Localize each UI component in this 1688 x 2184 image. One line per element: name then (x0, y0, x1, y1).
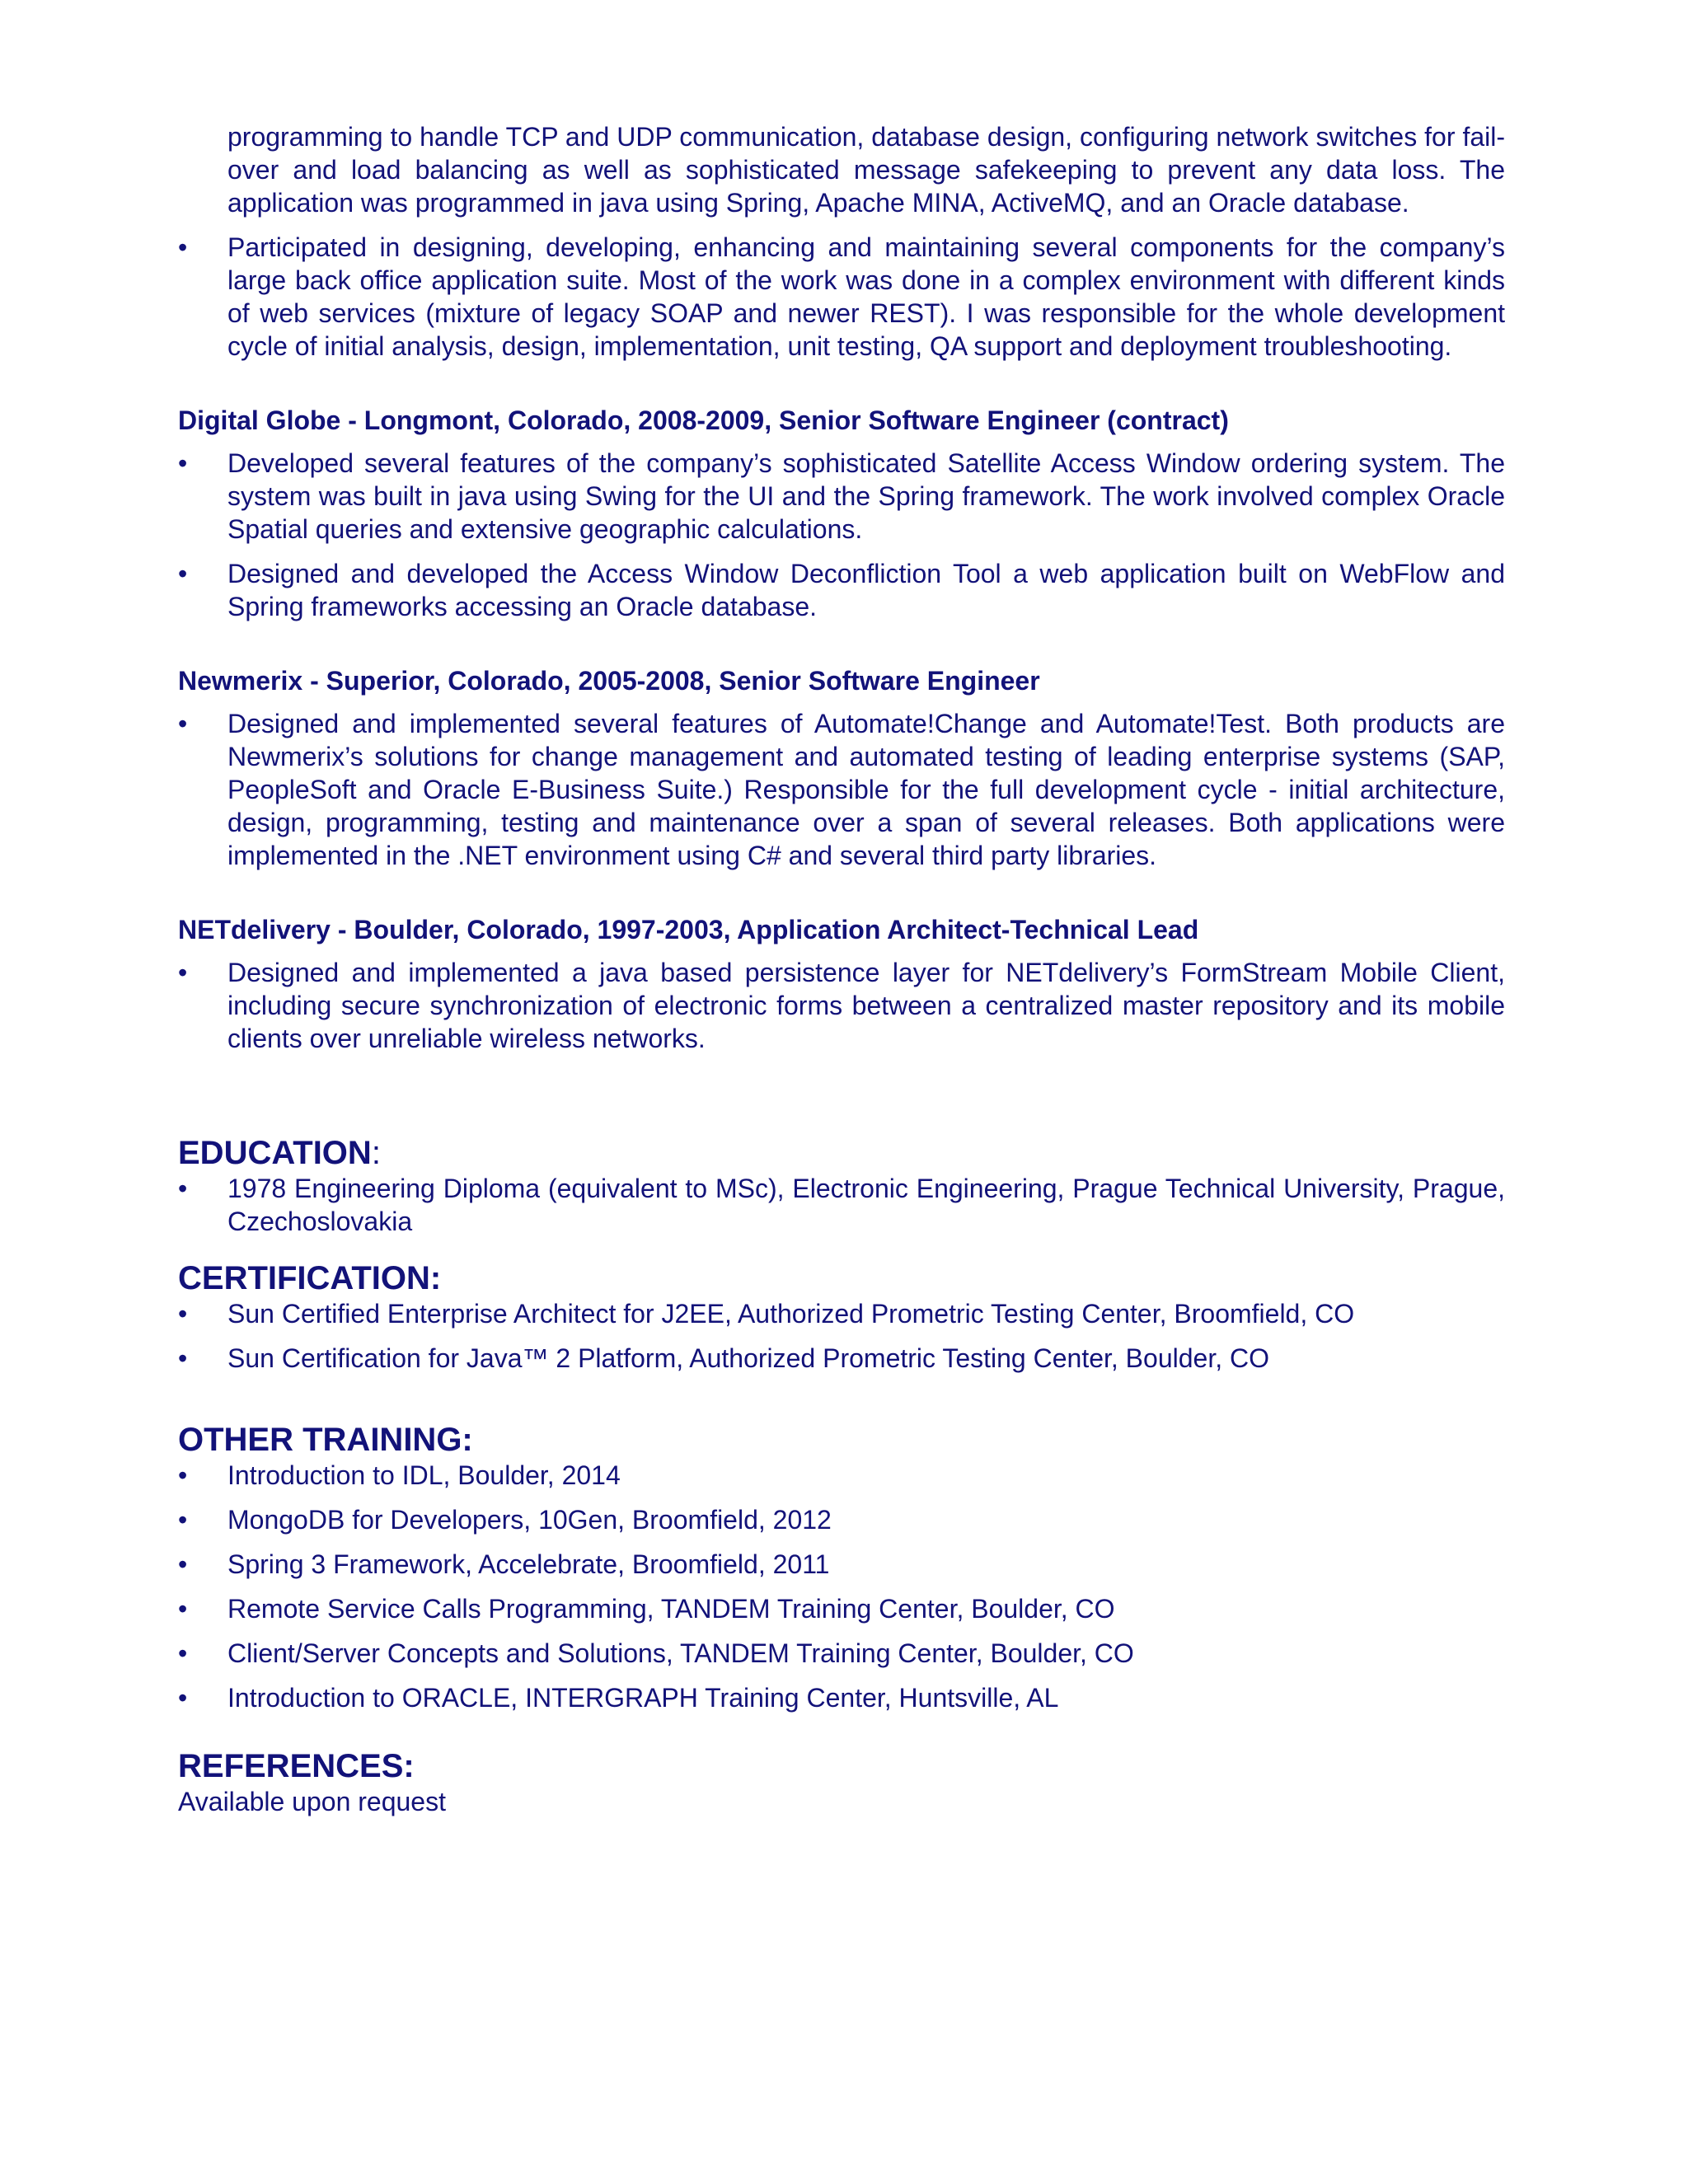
job-title: NETdelivery - Boulder, Colorado, 1997-2003, Application Architect-Technical Lead (178, 915, 1199, 944)
bullet-icon: • (178, 1343, 188, 1373)
list-item-text: Participated in designing, developing, enhancing and maintaining several components for the company’s large back office application suite. Most of the work was done in a complex environment with different kinds of web services (mixture of legacy SOAP and newer REST). I was responsible for the whole development cycle of initial analysis, design, implementation, unit testing, QA support and deployment troubleshooting. (227, 232, 1505, 361)
bullet-icon: • (178, 1505, 188, 1535)
bullet-icon: • (178, 1638, 188, 1668)
list-item (178, 1681, 1505, 1714)
bullet-icon: • (178, 559, 188, 588)
list-item-text: Introduction to IDL, Boulder, 2014 (227, 1460, 621, 1490)
section-heading (178, 1134, 1505, 1172)
list-item (178, 557, 1505, 623)
section-heading: CERTIFICATION: (178, 1260, 442, 1296)
bullet-icon: • (178, 1460, 188, 1490)
resume-content (178, 120, 1505, 1818)
list-item-text: Designed and implemented a java based persistence layer for NETdelivery’s FormStream Mobile Client, including secure synchronization of electronic forms between a centralized master repository and its mobile clients over unreliable wireless networks. (227, 958, 1505, 1053)
list-item (178, 1172, 1505, 1238)
list-item-text: Developed several features of the company’s sophisticated Satellite Access Window ordering system. The system was built in java using Swing for the UI and the Spring framework. The work involved complex Oracle Spatial queries and extensive geographic calculations. (227, 448, 1505, 544)
references-text: Available upon request (178, 1787, 446, 1816)
job-title: Digital Globe - Longmont, Colorado, 2008-2009, Senior Software Engineer (contract) (178, 405, 1229, 435)
job-entry-digital-globe (178, 404, 1505, 623)
list-item-text: Designed and developed the Access Window Deconfliction Tool a web application built on WebFlow and Spring frameworks accessing an Oracle database. (227, 559, 1505, 621)
list-item (178, 231, 1505, 363)
job-title: Newmerix - Superior, Colorado, 2005-2008, Senior Software Engineer (178, 666, 1040, 696)
list-item-text: Spring 3 Framework, Accelebrate, Broomfield, 2011 (227, 1549, 830, 1579)
bullet-icon: • (178, 958, 188, 987)
list-item (178, 707, 1505, 872)
list-item (178, 1503, 1505, 1536)
list-item (178, 1637, 1505, 1670)
list-item (178, 1342, 1505, 1375)
list-item-text: MongoDB for Developers, 10Gen, Broomfield, 2012 (227, 1505, 832, 1535)
list-item (178, 1297, 1505, 1330)
education-heading-colon: : (371, 1135, 381, 1171)
list-item-text: Client/Server Concepts and Solutions, TANDEM Training Center, Boulder, CO (227, 1638, 1134, 1668)
list-item (178, 1459, 1505, 1492)
list-item (178, 1548, 1505, 1581)
bullet-icon: • (178, 1549, 188, 1579)
certification-section (178, 1259, 1505, 1375)
other-training-section (178, 1421, 1505, 1714)
bullet-icon: • (178, 709, 188, 738)
bullet-icon: • (178, 1594, 188, 1624)
job-entry-continued (178, 231, 1505, 363)
list-item (178, 956, 1505, 1055)
education-heading: EDUCATION (178, 1135, 372, 1171)
list-item (178, 447, 1505, 546)
list-item-text: 1978 Engineering Diploma (equivalent to MSc), Electronic Engineering, Prague Technical University, Prague, Czechoslovakia (227, 1174, 1505, 1236)
references-section (178, 1747, 1505, 1818)
list-item-text: Sun Certification for Java™ 2 Platform, Authorized Prometric Testing Center, Boulder, CO (227, 1343, 1269, 1373)
bullet-icon: • (178, 1174, 188, 1203)
bullet-icon: • (178, 448, 188, 478)
continued-paragraph: programming to handle TCP and UDP communication, database design, configuring network switches for fail-over and load balancing as well as sophisticated message safekeeping to prevent any data loss. The application was programmed in java using Spring, Apache MINA, ActiveMQ, and an Oracle database. (227, 122, 1505, 218)
education-section (178, 1134, 1505, 1238)
bullet-icon: • (178, 232, 188, 262)
list-item-text: Remote Service Calls Programming, TANDEM Training Center, Boulder, CO (227, 1594, 1115, 1624)
list-item-text: Sun Certified Enterprise Architect for J2EE, Authorized Prometric Testing Center, Broomfield, CO (227, 1299, 1355, 1329)
list-item-text: Introduction to ORACLE, INTERGRAPH Training Center, Huntsville, AL (227, 1683, 1059, 1713)
job-entry-newmerix (178, 664, 1505, 872)
section-heading: REFERENCES: (178, 1748, 415, 1784)
section-heading: OTHER TRAINING: (178, 1422, 473, 1458)
bullet-icon: • (178, 1299, 188, 1329)
list-item-text: Designed and implemented several features of Automate!Change and Automate!Test. Both products are Newmerix’s solutions for change management and automated testing of leading enterprise systems (SAP, PeopleSoft and Oracle E-Business Suite.) Responsible for the full development cycle - initial architecture, design, programming, testing and maintenance over a span of several releases. Both applications were implemented in the .NET environment using C# and several third party libraries. (227, 709, 1505, 870)
job-entry-netdelivery (178, 913, 1505, 1055)
list-item (178, 1592, 1505, 1625)
bullet-icon: • (178, 1683, 188, 1713)
